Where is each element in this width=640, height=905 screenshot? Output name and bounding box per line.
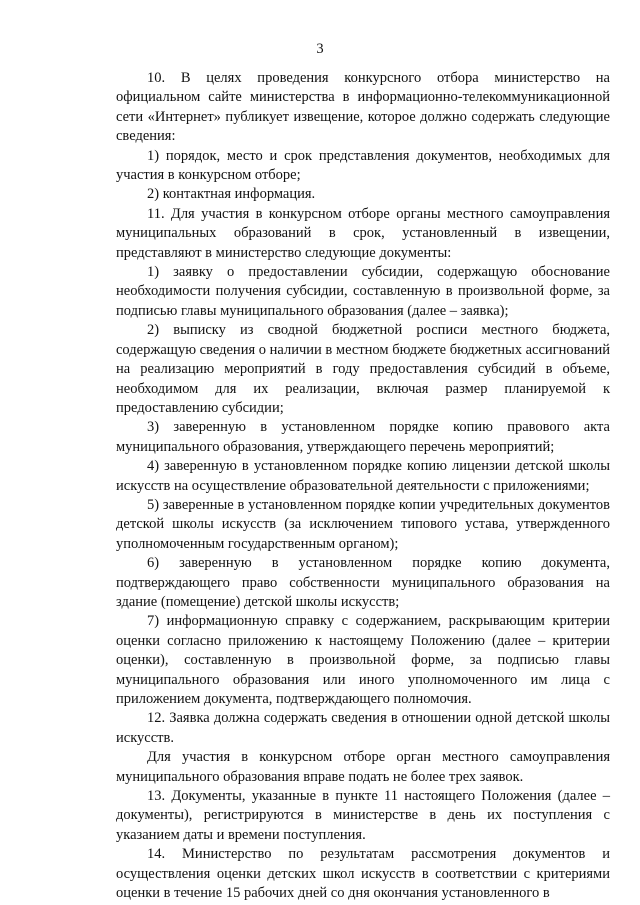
paragraph-11-item-5: 5) заверенные в установленном порядке копии учредительных документов детской школы искусств (за исключением типового устава, утвержденного уполномоченным государственным органом);: [116, 496, 610, 552]
paragraph-12-continued: Для участия в конкурсном отборе орган местного самоуправления муниципального образования вправе подать не более трех заявок.: [116, 749, 610, 785]
paragraph-10: 10. В целях проведения конкурсного отбора министерство на официальном сайте министерства в информационно-телекоммуникационной сети «Интернет» публикует извещение, которое должно содержать следующие сведения:: [116, 70, 610, 145]
paragraph-11: 11. Для участия в конкурсном отборе органы местного самоуправления муниципальных образований в срок, установленный в извещении, представляют в министерство следующие документы:: [116, 205, 610, 261]
paragraph-11-item-6: 6) заверенную в установленном порядке копию документа, подтверждающего право собственности муниципального образования на здание (помещение) детской школы искусств;: [116, 555, 610, 610]
paragraph-11-item-7: 7) информационную справку с содержанием, раскрывающим критерии оценки согласно приложению к настоящему Положению (далее – критерии оценки), составленную в произвольной форме, за подписью главы муниципального образования или иного уполномоченного им лица с приложением документа, подтверждающего полномочия.: [116, 613, 610, 707]
paragraph-13: 13. Документы, указанные в пункте 11 настоящего Положения (далее – документы), регистрируются в министерстве в день их поступления с указанием даты и времени поступления.: [116, 788, 610, 843]
paragraph-11-item-2: 2) выписку из сводной бюджетной росписи местного бюджета, содержащую сведения о наличии в местном бюджете бюджетных ассигнований на реализацию мероприятий в году предоставления субсидий в объеме, необходимом для их реализации, включая размер планируемой к предоставлению субсидии;: [116, 322, 610, 416]
paragraph-11-item-1: 1) заявку о предоставлении субсидии, содержащую обоснование необходимости получения субсидии, составленную в произвольной форме, за подписью главы муниципального образования (далее – заявка);: [116, 264, 610, 319]
paragraph-10-item-1: 1) порядок, место и срок представления документов, необходимых для участия в конкурсном отборе;: [116, 147, 610, 184]
paragraph-14: 14. Министерство по результатам рассмотрения документов и осуществления оценки детских школ искусств в соответствии с критериями оценки в течение 15 рабочих дней со дня окончания установленного в: [116, 846, 610, 902]
paragraph-12: 12. Заявка должна содержать сведения в отношении одной детской школы искусств.: [116, 710, 610, 746]
paragraph-11-item-4: 4) заверенную в установленном порядке копию лицензии детской школы искусств на осуществление образовательной деятельности с приложениями;: [116, 458, 610, 494]
page-number: 3: [316, 41, 324, 57]
document-body: [116, 69, 610, 903]
paragraph-11-item-3: 3) заверенную в установленном порядке копию правового акта муниципального образования, утверждающего перечень мероприятий;: [116, 419, 610, 455]
paragraph-10-item-2: 2) контактная информация.: [147, 186, 316, 203]
